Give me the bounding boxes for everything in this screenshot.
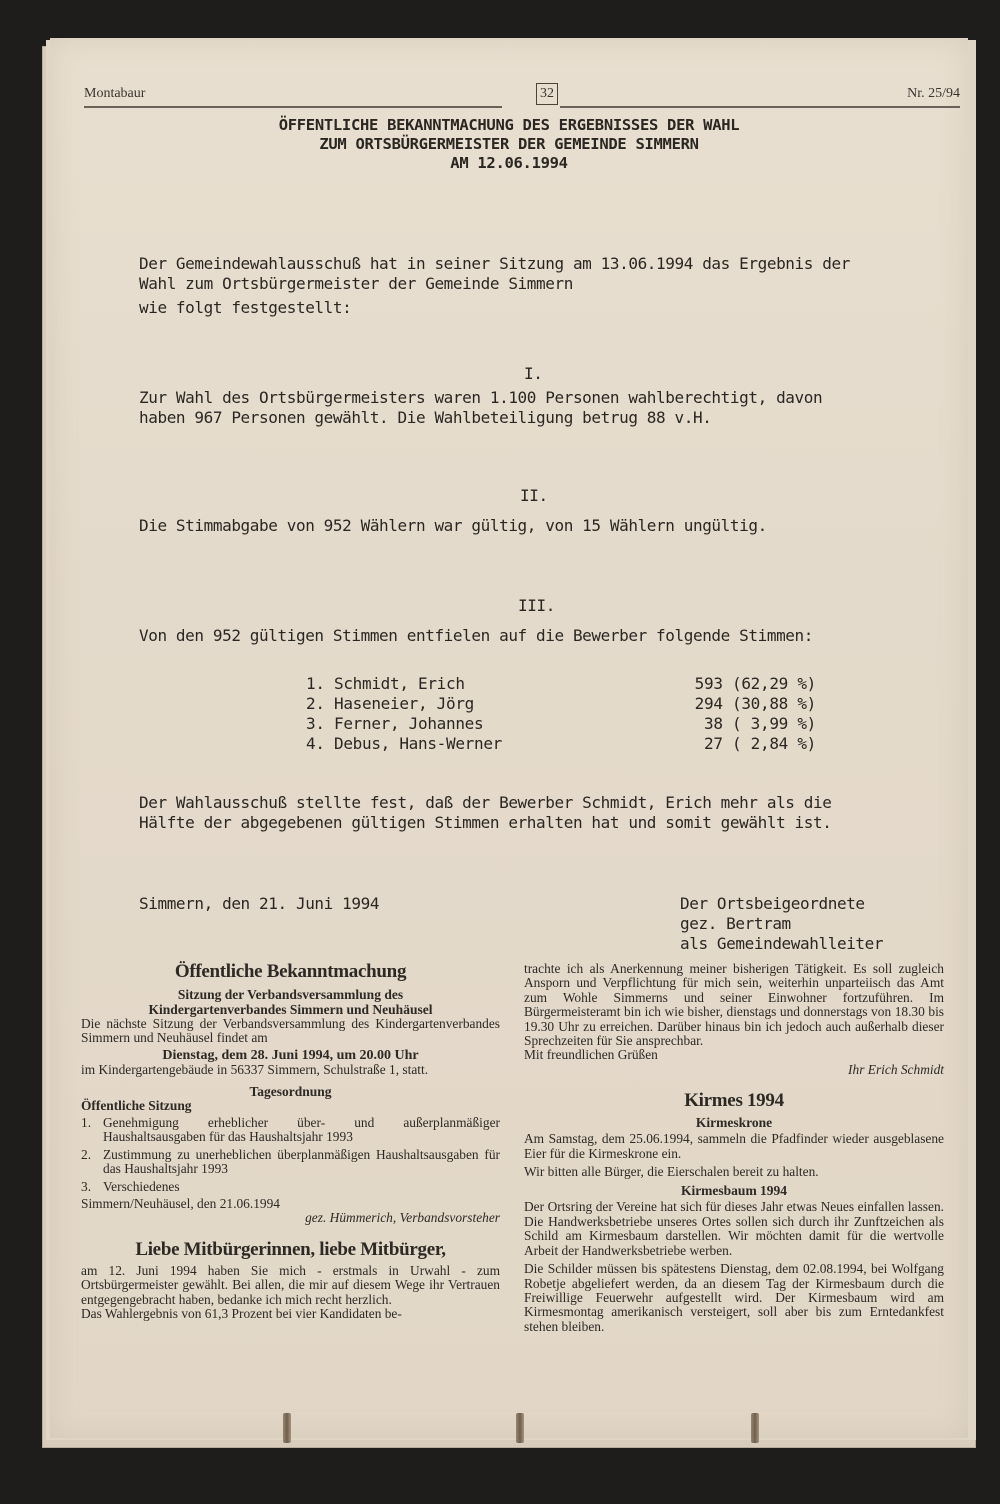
- publication-name: Montabaur: [84, 86, 146, 101]
- candidate-votes: 38: [703, 714, 723, 733]
- agenda-number: 3.: [81, 1178, 92, 1194]
- text-line: Wahl zum Ortsbürgermeister der Gemeinde Simmern: [139, 274, 573, 293]
- section-heading-2: II.: [520, 486, 548, 505]
- kirmesbaum-text: Der Ortsring der Vereine hat sich für dieses Jahr etwas Neues einfallen lassen. Die Handwerksbetriebe unseres Ortes sollen sich durch ihr Zunftzeichen als Schild am Kirmesbaum darstellen. Wir möchten damit für die wertvolle Arbeit der Handwerksbetriebe werben.: [524, 1199, 944, 1258]
- candidate-votes: 593: [694, 674, 723, 693]
- kirmes-title: Kirmes 1994: [684, 1090, 784, 1112]
- mayor-letter-paragraph: Das Wahlergebnis von 61,3 Prozent bei vier Kandidaten be-: [81, 1306, 402, 1322]
- candidate-results-table: [306, 674, 816, 754]
- candidate-percent: (30,88 %): [732, 694, 816, 713]
- staple: [283, 1413, 291, 1443]
- page-number: 32: [536, 83, 558, 105]
- staple: [516, 1413, 524, 1443]
- subtitle-line: Sitzung der Verbandsversammlung des: [177, 987, 404, 1002]
- agenda-item: [81, 1180, 500, 1194]
- header-rule: [84, 106, 502, 108]
- text-line: Zur Wahl des Ortsbürgermeisters waren 1.100 Personen wahlberechtigt, davon: [139, 388, 823, 407]
- newspaper-page: [50, 38, 968, 1438]
- staple: [751, 1413, 759, 1443]
- kindergarten-notice-subtitle: [81, 987, 500, 1017]
- conclusion-text: [139, 793, 831, 833]
- election-notice-title: [50, 116, 968, 173]
- kindergarten-place-date: Simmern/Neuhäusel, den 21.06.1994: [81, 1196, 280, 1212]
- kirmesbaum-text: Die Schilder müssen bis spätestens Dienstag, dem 02.08.1994, bei Wolfgang Robetje abgeliefert werden, da an diesem Tag der Kirmesbaum durch die Freiwillige Feuerwehr aufgestellt wird. Der Kirmesbaum wird am Kirmesmontag amerikanisch versteigert, soll aber bis zum Erntedankfest stehen bleiben.: [524, 1261, 944, 1334]
- agenda-item: [81, 1148, 500, 1177]
- agenda-number: 2.: [81, 1146, 92, 1162]
- section-1-text: [139, 388, 822, 428]
- candidate-rank: 3.: [306, 714, 325, 733]
- candidate-name: Schmidt, Erich: [334, 674, 465, 693]
- title-line: ÖFFENTLICHE BEKANNTMACHUNG DES ERGEBNISSES DER WAHL: [278, 116, 740, 134]
- candidate-percent: (62,29 %): [732, 674, 816, 693]
- candidate-row: [306, 694, 816, 714]
- signature-line: gez. Bertram: [680, 914, 791, 933]
- mayor-letter-continued: trachte ich als Anerkennung meiner bisherigen Tätigkeit. Es soll zugleich Ansporn und Verpflichtung für mich sein, weiterhin unparteiisch das Amt zum Wohle Simmerns und seiner Einwohner fortzuführen. Im Bürgermeisteramt bin ich wie bisher, dienstags und donnerstags von 18.30 bis 19.30 Uhr zu erreichen. Darüber hinaus bin ich jedoch auch außerhalb dieser Sprechzeiten für Sie ansprechbar.: [524, 961, 944, 1049]
- candidate-votes: 294: [694, 694, 723, 713]
- title-line: ZUM ORTSBÜRGERMEISTER DER GEMEINDE SIMMERN: [319, 135, 699, 153]
- section-2-text: Die Stimmabgabe von 952 Wählern war gültig, von 15 Wählern ungültig.: [139, 516, 767, 535]
- text-line: Hälfte der abgegebenen gültigen Stimmen erhalten hat und somit gewählt ist.: [139, 813, 832, 832]
- text-line: Der Gemeindewahlausschuß hat in seiner Sitzung am 13.06.1994 das Ergebnis der: [139, 254, 850, 273]
- section-heading-3: III.: [518, 596, 555, 615]
- title-line: AM 12.06.1994: [450, 154, 568, 172]
- agenda-heading: Tagesordnung: [249, 1083, 332, 1099]
- candidate-votes: 27: [703, 734, 723, 753]
- kindergarten-intro: Die nächste Sitzung der Verbandsversammlung des Kindergartenverbandes Simmern und Neuhäusel findet am: [81, 1016, 500, 1046]
- candidate-row: [306, 714, 816, 734]
- candidate-rank: 1.: [306, 674, 325, 693]
- meeting-date: Dienstag, dem 28. Juni 1994, um 20.00 Uhr: [162, 1047, 419, 1063]
- candidate-row: [306, 734, 816, 754]
- text-line: Der Wahlausschuß stellte fest, daß der Bewerber Schmidt, Erich mehr als die: [139, 793, 832, 812]
- signature-block: [680, 894, 883, 954]
- mayor-letter-title: Liebe Mitbürgerinnen, liebe Mitbürger,: [135, 1238, 446, 1260]
- agenda-text: Verschiedenes: [103, 1178, 180, 1194]
- mayor-letter-closing: Mit freundlichen Grüßen: [524, 1047, 658, 1063]
- running-header: [84, 86, 960, 108]
- candidate-name: Haseneier, Jörg: [334, 694, 475, 713]
- issue-number: Nr. 25/94: [907, 86, 960, 101]
- agenda-number: 1.: [81, 1115, 92, 1131]
- signature-line: Der Ortsbeigeordnete: [680, 894, 865, 913]
- meeting-location: im Kindergartengebäude in 56337 Simmern, Schulstraße 1, statt.: [81, 1062, 429, 1078]
- agenda-item: [81, 1116, 500, 1145]
- section-3-text: Von den 952 gültigen Stimmen entfielen auf die Bewerber folgende Stimmen:: [139, 626, 813, 645]
- candidate-name: Debus, Hans-Werner: [334, 734, 503, 753]
- kindergarten-notice-title: Öffentliche Bekanntmachung: [174, 961, 407, 982]
- text-line: wie folgt festgestellt:: [139, 298, 352, 317]
- kirmeskrone-text: Wir bitten alle Bürger, die Eierschalen bereit zu halten.: [524, 1164, 819, 1180]
- candidate-rank: 4.: [306, 734, 325, 753]
- kirmesbaum-heading: Kirmesbaum 1994: [680, 1183, 788, 1199]
- candidate-row: [306, 674, 816, 694]
- agenda-text: Genehmigung erheblicher über- und außerplanmäßiger Haushaltsausgaben für das Haushaltsjahr 1993: [103, 1115, 500, 1145]
- candidate-name: Ferner, Johannes: [334, 714, 484, 733]
- kindergarten-signature: gez. Hümmerich, Verbandsvorsteher: [305, 1210, 500, 1226]
- subtitle-line: Kindergartenverbandes Simmern und Neuhäusel: [148, 1002, 433, 1017]
- text-line: haben 967 Personen gewählt. Die Wahlbeteiligung betrug 88 v.H.: [139, 408, 712, 427]
- mayor-letter-signature: Ihr Erich Schmidt: [848, 1061, 944, 1077]
- intro-paragraph: [139, 254, 850, 318]
- signature-line: als Gemeindewahlleiter: [680, 934, 884, 953]
- header-rule: [560, 106, 960, 108]
- place-date: Simmern, den 21. Juni 1994: [139, 894, 380, 913]
- section-heading-1: I.: [524, 364, 543, 383]
- left-column: [81, 960, 500, 1322]
- candidate-rank: 2.: [306, 694, 325, 713]
- agenda-text: Zustimmung zu unerheblichen überplanmäßigen Haushaltsausgaben für das Haushaltsjahr 1993: [103, 1146, 500, 1177]
- agenda-subheading: Öffentliche Sitzung: [81, 1097, 192, 1113]
- kirmeskrone-heading: Kirmeskrone: [695, 1115, 773, 1131]
- mayor-letter-paragraph: am 12. Juni 1994 haben Sie mich - erstmals in Urwahl - zum Ortsbürgermeister gewählt. Bei allen, die mir auf diesem Wege ihr Vertrauen entgegengebracht haben, bedanke ich mich recht herzlich.: [81, 1262, 500, 1307]
- candidate-percent: ( 2,84 %): [732, 734, 816, 753]
- candidate-percent: ( 3,99 %): [732, 714, 816, 733]
- kirmeskrone-text: Am Samstag, dem 25.06.1994, sammeln die Pfadfinder wieder ausgeblasene Eier für die Kirmeskrone ein.: [524, 1131, 944, 1161]
- right-column: [524, 962, 944, 1334]
